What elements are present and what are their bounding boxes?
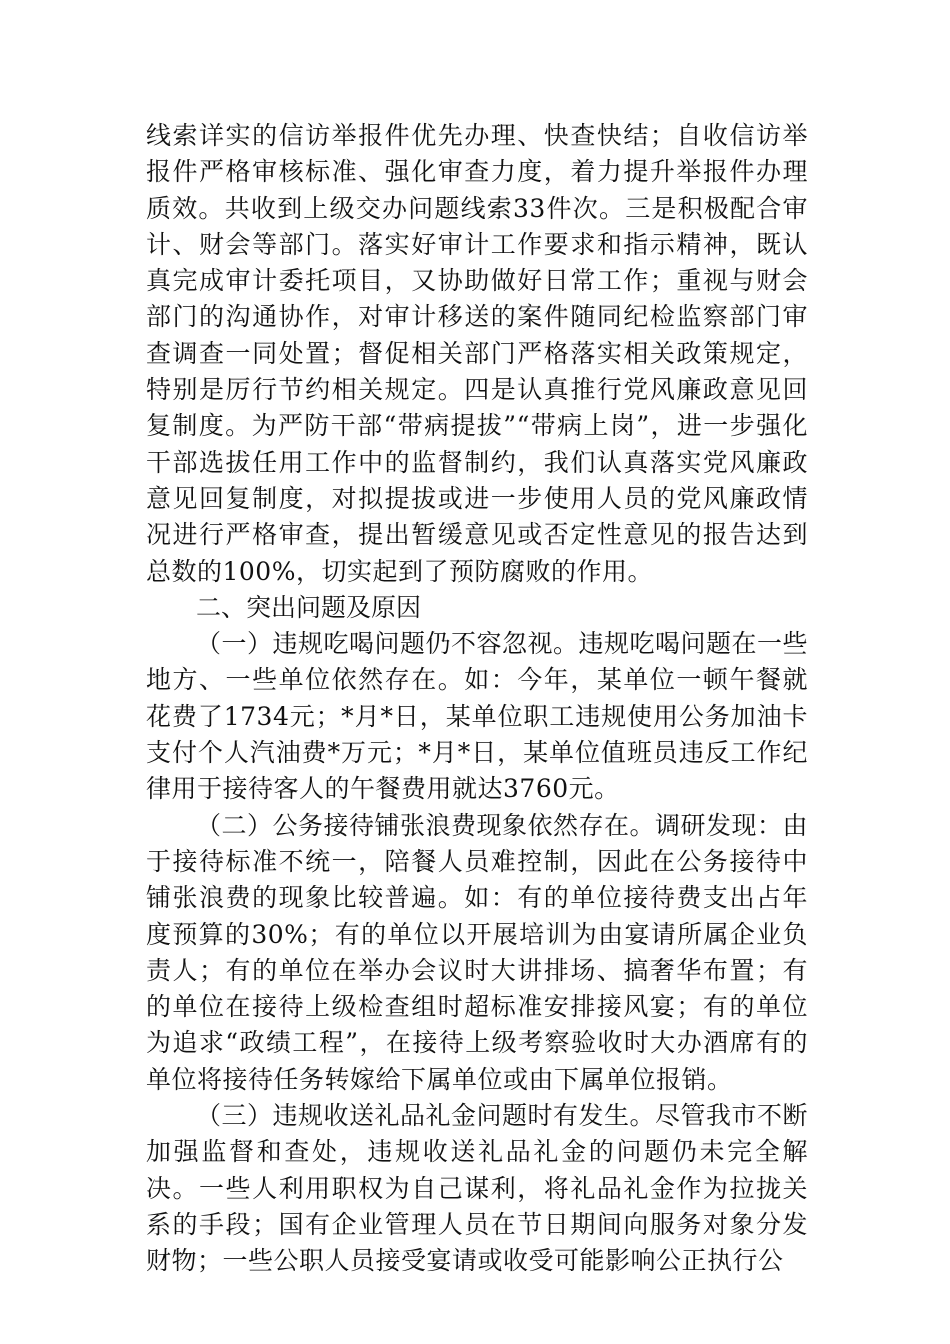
document-body: [146, 118, 808, 1280]
body-paragraph-violation-dining: （一）违规吃喝问题仍不容忽视。违规吃喝问题在一些地方、一些单位依然存在。如：今年，某单位一顿午餐就花费了1734元；*月*日，某单位职工违规使用公务加油卡支付个人汽油费*万元；*月*日，某单位值班员违反工作纪律用于接待客人的午餐费用就达3760元。: [146, 629, 809, 804]
section-heading: 二、突出问题及原因: [196, 592, 422, 622]
body-paragraph-continued: 线索详实的信访举报件优先办理、快查快结；自收信访举报件严格审核标准、强化审查力度，着力提升举报件办理质效。共收到上级交办问题线索33件次。三是积极配合审计、财会等部门。落实好审计工作要求和指示精神，既认真完成审计委托项目，又协助做好日常工作；重视与财会部门的沟通协作，对审计移送的案件随同纪检监察部门审查调查一同处置；督促相关部门严格落实相关政策规定，特别是厉行节约相关规定。四是认真推行党风廉政意见回复制度。为严防干部“带病提拔”“带病上岗”，进一步强化干部选拔任用工作中的监督制约，我们认真落实党风廉政意见回复制度，对拟提拔或进一步使用人员的党风廉政情况进行严格审查，提出暂缓意见或否定性意见的报告达到总数的100%，切实起到了预防腐败的作用。: [146, 121, 808, 586]
body-paragraph-reception-waste: （二）公务接待铺张浪费现象依然存在。调研发现：由于接待标准不统一，陪餐人员难控制，因此在公务接待中铺张浪费的现象比较普遍。如：有的单位接待费支出占年度预算的30%；有的单位以开展培训为由宴请所属企业负责人；有的单位在举办会议时大讲排场、搞奢华布置；有的单位在接待上级检查组时超标准安排接风宴；有的单位为追求“政绩工程”，在接待上级考察验收时大办酒席有的单位将接待任务转嫁给下属单位或由下属单位报销。: [146, 810, 809, 1094]
body-paragraph-gifts: （三）违规收送礼品礼金问题时有发生。尽管我市不断加强监督和查处，违规收送礼品礼金的问题仍未完全解决。一些人利用职权为自己谋利，将礼品礼金作为拉拢关系的手段；国有企业管理人员在节日期间向服务对象分发财物；一些公职人员接受宴请或收受可能影响公正执行公: [146, 1101, 809, 1276]
